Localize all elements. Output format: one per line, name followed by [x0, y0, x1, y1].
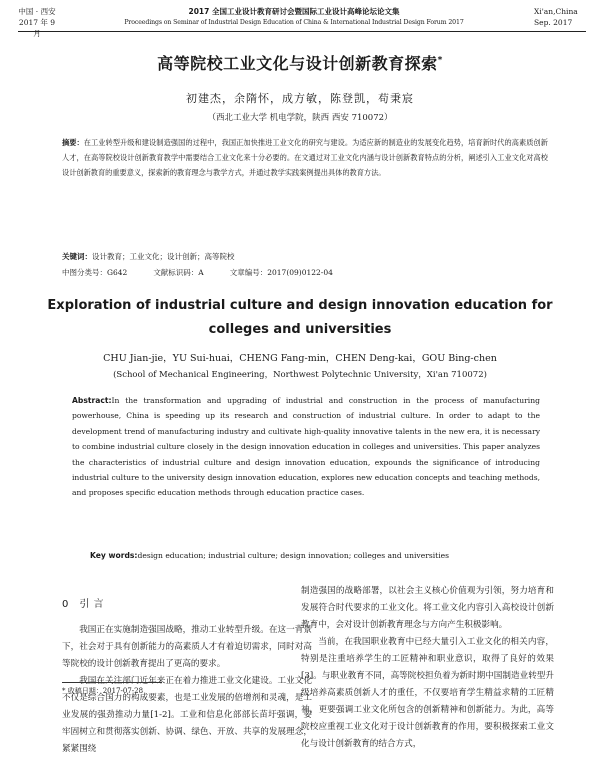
abstract-cn-text: 在工业转型升级和建设制造强国的过程中，我国正加快推进工业文化的研究与建设。为适应新的制造业的发展变化趋势，培育新时代的高素质创新人才，在高等院校设计创新教育教学中需要结合工业文化来十分必要的。在文通过对工业文化内涵与设计创新教育特点的分析，阐述引入工业文化对高校设计创新教育的重要意义，探索新的教育理念与教学方式，并通过教学实践案例提出具体的教育方法。 [62, 138, 548, 177]
body-paragraph: 制造强国的战略部署，以社会主义核心价值观为引领，努力培育和发展符合时代要求的工业文化。将工业文化内容引入高校设计创新教育中，会对设计创新教育理念与方向产生积极影响。 [301, 586, 554, 630]
keywords-cn-text: 设计教育；工业文化；设计创新；高等院校 [92, 252, 235, 261]
header-location-en: Xi'an,China [534, 7, 578, 16]
paper-title-cn [0, 51, 600, 74]
keywords-cn-label: 关键词： [62, 252, 92, 261]
footnote-received-date: * 收稿日期：2017-07-28 [62, 687, 144, 695]
header-location: 中国 · 西安 [18, 7, 56, 16]
body-paragraph: 我国在关注部门近年来正在着力推进工业文化建设。工业文化不仅是综合国力的构成要素，也是工业发展的倍增剂和灵魂，是工业发展的强劲推动力量[1-2]。工业和信息化部部长苗圩强调，要牢固树立和贯彻落实创新、协调、绿色、开放、共享的发展理念，紧紧围绕 [62, 676, 312, 754]
header-left [18, 6, 56, 39]
running-header [18, 6, 586, 38]
abstract-en-label: Abstract: [72, 396, 112, 405]
authors-en: CHU Jian-jie，YU Sui-huai，CHENG Fang-min，CHEN Deng-kai，GOU Bing-chen [103, 353, 497, 364]
keywords-en [90, 551, 540, 560]
body-paragraph: 当前，在我国职业教育中已经大量引入工业文化的相关内容，特别是注重培养学生的工匠精神和职业意识，取得了良好的效果[3]。与职业教育不同，高等院校担负着为新时期中国制造业转型升级培养高素质创新人才的重任，不仅要培育学生精益求精的工匠精神，更要强调工业文化所包含的创新精神和创新能力。为此，高等院校应重视工业文化对于设计创新教育的作用，要积极探索工业文化与设计创新教育的结合方式， [301, 637, 554, 749]
section-heading-intro: 0 引言 [62, 599, 108, 610]
title-footnote-mark: * [437, 55, 443, 66]
header-proceedings-en: Proceedings on Seminar of Industrial Design Education of China & International Industrial Design Forum 2017 [124, 19, 464, 26]
header-proceedings-cn: 2017 全国工业设计教育研讨会暨国际工业设计高峰论坛论文集 [188, 7, 400, 16]
body-paragraph: 我国正在实施制造强国战略，推动工业转型升级。在这一背景下，社会对于具有创新能力的高素质人才有着迫切需求，同时对高等院校的设计创新教育提出了更高的要求。 [62, 625, 312, 669]
class-number: 中图分类号：G642 [62, 268, 128, 277]
abstract-en-text: In the transformation and upgrading of industrial and construction in the process of manufacturing powerhouse, China is speeding up its research and construction of industrial culture. In order to adapt to the development trend of manufacturing industry and cultivate high-quality innovative talents in the new era, it is necessary to combine industrial culture closely in the design innovation education in colleges and universities. This paper analyzes the characteristics of industrial culture and design innovation education, expounds the significance of introducing industrial culture to the university design innovation education, explores new education concepts and teaching methods, and proposes specific education methods through education practice cases. [72, 396, 540, 498]
article-number: 文章编号：2017(09)0122-04 [229, 268, 333, 277]
abstract-en [72, 393, 540, 501]
classification-line [62, 267, 359, 278]
paper-title-en: Exploration of industrial culture and design innovation education for colleges and universities [47, 298, 553, 337]
keywords-en-label: Key words: [90, 551, 138, 560]
body-column-right [301, 583, 554, 753]
keywords-en-text: design education; industrial culture; design innovation; colleges and universities [137, 551, 450, 560]
affiliation-en: (School of Mechanical Engineering，Northwest Polytechnic University，Xi'an 710072) [113, 370, 487, 380]
header-right [534, 6, 586, 28]
header-rule [18, 31, 586, 32]
header-center [84, 6, 504, 28]
document-code: 文献标识码：A [153, 268, 204, 277]
abstract-cn [62, 135, 548, 180]
affiliation-cn: （西北工业大学 机电学院，陕西 西安 710072） [207, 113, 393, 123]
body-column-left [62, 596, 312, 758]
authors-cn: 初建杰，余隋怀，成方敏，陈登凯，苟秉宸 [186, 92, 414, 105]
header-date: 2017 年 9 月 [18, 18, 56, 38]
keywords-cn [62, 251, 235, 262]
header-date-en: Sep. 2017 [534, 18, 573, 27]
abstract-cn-label: 摘要： [62, 138, 84, 147]
title-cn-text: 高等院校工业文化与设计创新教育探索 [157, 54, 438, 73]
footnote-rule [62, 682, 162, 683]
